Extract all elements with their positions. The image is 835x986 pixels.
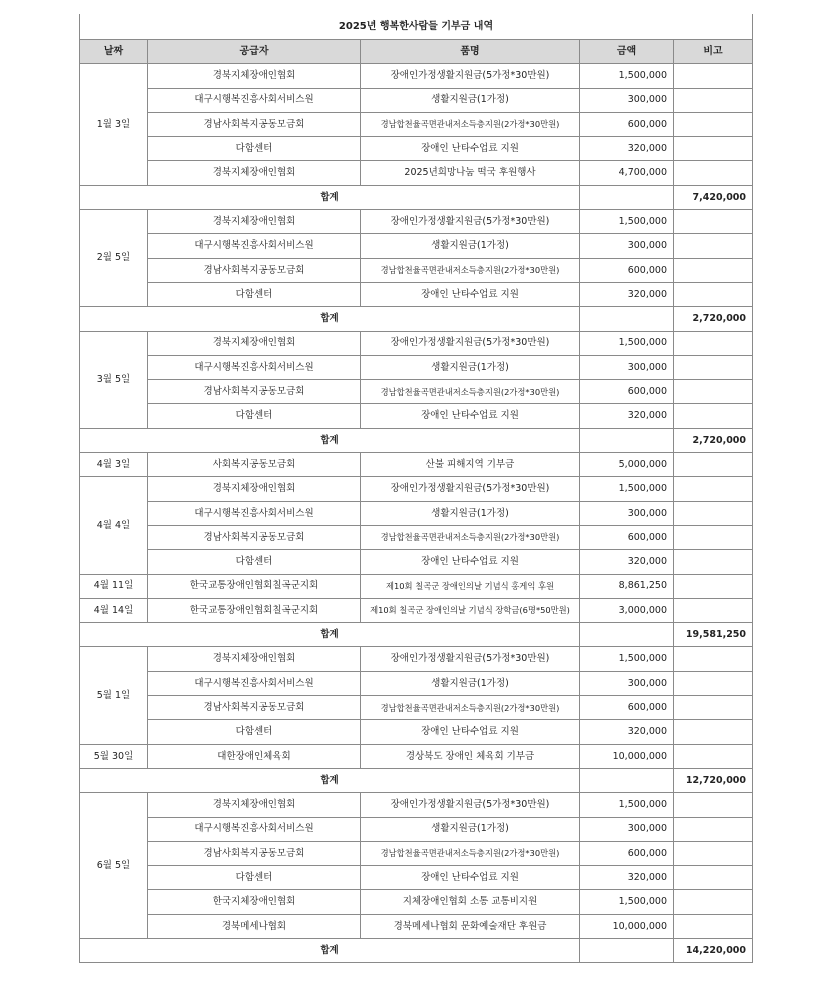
table-row <box>80 671 753 695</box>
total-amount: 12,720,000 <box>674 768 753 792</box>
amount-cell: 1,500,000 <box>580 890 674 914</box>
table-row <box>80 501 753 525</box>
amount-cell: 8,861,250 <box>580 574 674 598</box>
amount-cell: 320,000 <box>580 404 674 428</box>
item-cell: 경상북도 장애인 체육회 기부금 <box>361 744 580 768</box>
total-row <box>80 185 753 209</box>
amount-cell: 5,000,000 <box>580 453 674 477</box>
note-cell <box>674 793 753 817</box>
supplier-cell: 대구시행복진흥사회서비스원 <box>148 501 361 525</box>
table-row <box>80 744 753 768</box>
table-row <box>80 696 753 720</box>
item-cell: 경남합천율곡면관내저소득층지원(2가정*30만원) <box>361 258 580 282</box>
table-row <box>80 331 753 355</box>
date-cell: 4월 4일 <box>80 477 148 574</box>
supplier-cell: 한국지체장애인협회 <box>148 890 361 914</box>
amount-cell: 320,000 <box>580 137 674 161</box>
note-cell <box>674 355 753 379</box>
total-label: 합계 <box>80 307 580 331</box>
total-amount: 19,581,250 <box>674 623 753 647</box>
item-cell: 장애인 난타수업료 지원 <box>361 720 580 744</box>
table-row <box>80 234 753 258</box>
amount-cell: 1,500,000 <box>580 477 674 501</box>
date-cell: 6월 5일 <box>80 793 148 939</box>
amount-cell: 320,000 <box>580 282 674 306</box>
note-cell <box>674 647 753 671</box>
note-cell <box>674 258 753 282</box>
amount-cell: 1,500,000 <box>580 793 674 817</box>
total-amount: 2,720,000 <box>674 307 753 331</box>
table-row <box>80 550 753 574</box>
supplier-cell: 대구시행복진흥사회서비스원 <box>148 671 361 695</box>
supplier-cell: 경북지체장애인협회 <box>148 793 361 817</box>
note-cell <box>674 331 753 355</box>
item-cell: 장애인가정생활지원금(5가정*30만원) <box>361 64 580 88</box>
total-blank-cell <box>580 307 674 331</box>
note-cell <box>674 137 753 161</box>
note-cell <box>674 88 753 112</box>
column-header-note: 비고 <box>674 40 753 64</box>
note-cell <box>674 501 753 525</box>
amount-cell: 320,000 <box>580 720 674 744</box>
date-cell: 1월 3일 <box>80 64 148 185</box>
column-header-amount: 금액 <box>580 40 674 64</box>
supplier-cell: 다함센터 <box>148 720 361 744</box>
item-cell: 지체장애인협회 소통 교통비지원 <box>361 890 580 914</box>
supplier-cell: 다함센터 <box>148 550 361 574</box>
note-cell <box>674 210 753 234</box>
note-cell <box>674 234 753 258</box>
column-header-date: 날짜 <box>80 40 148 64</box>
note-cell <box>674 453 753 477</box>
total-row <box>80 768 753 792</box>
table-row <box>80 161 753 185</box>
note-cell <box>674 161 753 185</box>
supplier-cell: 대한장애인체육회 <box>148 744 361 768</box>
item-cell: 장애인가정생활지원금(5가정*30만원) <box>361 793 580 817</box>
amount-cell: 320,000 <box>580 866 674 890</box>
total-amount: 7,420,000 <box>674 185 753 209</box>
date-cell: 4월 3일 <box>80 453 148 477</box>
amount-cell: 4,700,000 <box>580 161 674 185</box>
supplier-cell: 대구시행복진흥사회서비스원 <box>148 817 361 841</box>
total-label: 합계 <box>80 768 580 792</box>
item-cell: 경남합천율곡면관내저소득층지원(2가정*30만원) <box>361 696 580 720</box>
item-cell: 장애인가정생활지원금(5가정*30만원) <box>361 331 580 355</box>
item-cell: 생활지원금(1가정) <box>361 88 580 112</box>
total-blank-cell <box>580 428 674 452</box>
item-cell: 제10회 칠곡군 장애인의날 기념식 홍게익 후원 <box>361 574 580 598</box>
table-row <box>80 647 753 671</box>
amount-cell: 600,000 <box>580 696 674 720</box>
total-label: 합계 <box>80 938 580 962</box>
total-label: 합계 <box>80 428 580 452</box>
amount-cell: 600,000 <box>580 841 674 865</box>
donation-sheet <box>79 14 752 963</box>
supplier-cell: 경남사회복지공동모금회 <box>148 696 361 720</box>
item-cell: 장애인 난타수업료 지원 <box>361 282 580 306</box>
note-cell <box>674 550 753 574</box>
amount-cell: 1,500,000 <box>580 64 674 88</box>
table-row <box>80 720 753 744</box>
total-label: 합계 <box>80 185 580 209</box>
item-cell: 경남합천율곡면관내저소득층지원(2가정*30만원) <box>361 525 580 549</box>
note-cell <box>674 525 753 549</box>
donation-table <box>79 14 753 963</box>
supplier-cell: 사회복지공동모금회 <box>148 453 361 477</box>
supplier-cell: 다함센터 <box>148 137 361 161</box>
table-row <box>80 355 753 379</box>
note-cell <box>674 64 753 88</box>
item-cell: 생활지원금(1가정) <box>361 355 580 379</box>
item-cell: 경남합천율곡면관내저소득층지원(2가정*30만원) <box>361 380 580 404</box>
supplier-cell: 대구시행복진흥사회서비스원 <box>148 234 361 258</box>
item-cell: 경남합천율곡면관내저소득층지원(2가정*30만원) <box>361 112 580 136</box>
amount-cell: 1,500,000 <box>580 210 674 234</box>
supplier-cell: 대구시행복진흥사회서비스원 <box>148 88 361 112</box>
table-body <box>80 64 753 963</box>
item-cell: 2025년희망나눔 떡국 후원행사 <box>361 161 580 185</box>
note-cell <box>674 866 753 890</box>
supplier-cell: 경북지체장애인협회 <box>148 64 361 88</box>
note-cell <box>674 841 753 865</box>
table-row <box>80 866 753 890</box>
supplier-cell: 다함센터 <box>148 282 361 306</box>
note-cell <box>674 744 753 768</box>
amount-cell: 10,000,000 <box>580 914 674 938</box>
table-row <box>80 817 753 841</box>
note-cell <box>674 890 753 914</box>
item-cell: 장애인가정생활지원금(5가정*30만원) <box>361 647 580 671</box>
supplier-cell: 한국교통장애인협회칠곡군지회 <box>148 574 361 598</box>
table-row <box>80 890 753 914</box>
item-cell: 제10회 칠곡군 장애인의날 기념식 장학금(6명*50만원) <box>361 598 580 622</box>
supplier-cell: 경북지체장애인협회 <box>148 477 361 501</box>
item-cell: 생활지원금(1가정) <box>361 234 580 258</box>
supplier-cell: 경북메세나협회 <box>148 914 361 938</box>
total-label: 합계 <box>80 623 580 647</box>
amount-cell: 300,000 <box>580 88 674 112</box>
item-cell: 장애인 난타수업료 지원 <box>361 137 580 161</box>
amount-cell: 1,500,000 <box>580 331 674 355</box>
total-blank-cell <box>580 768 674 792</box>
supplier-cell: 경북지체장애인협회 <box>148 210 361 234</box>
note-cell <box>674 817 753 841</box>
note-cell <box>674 720 753 744</box>
table-row <box>80 112 753 136</box>
item-cell: 생활지원금(1가정) <box>361 671 580 695</box>
supplier-cell: 한국교통장애인협회칠곡군지회 <box>148 598 361 622</box>
note-cell <box>674 671 753 695</box>
supplier-cell: 경남사회복지공동모금회 <box>148 112 361 136</box>
total-row <box>80 623 753 647</box>
table-row <box>80 404 753 428</box>
note-cell <box>674 914 753 938</box>
total-amount: 2,720,000 <box>674 428 753 452</box>
table-row <box>80 574 753 598</box>
supplier-cell: 경남사회복지공동모금회 <box>148 380 361 404</box>
column-header-item: 품명 <box>361 40 580 64</box>
table-row <box>80 793 753 817</box>
amount-cell: 600,000 <box>580 525 674 549</box>
supplier-cell: 경남사회복지공동모금회 <box>148 841 361 865</box>
amount-cell: 3,000,000 <box>580 598 674 622</box>
item-cell: 장애인 난타수업료 지원 <box>361 866 580 890</box>
table-row <box>80 841 753 865</box>
table-row <box>80 525 753 549</box>
table-row <box>80 210 753 234</box>
item-cell: 장애인 난타수업료 지원 <box>361 404 580 428</box>
amount-cell: 300,000 <box>580 671 674 695</box>
note-cell <box>674 574 753 598</box>
amount-cell: 1,500,000 <box>580 647 674 671</box>
supplier-cell: 대구시행복진흥사회서비스원 <box>148 355 361 379</box>
note-cell <box>674 380 753 404</box>
supplier-cell: 경북지체장애인협회 <box>148 331 361 355</box>
table-row <box>80 380 753 404</box>
item-cell: 경북메세나협회 문화예술재단 후원금 <box>361 914 580 938</box>
header-row <box>80 40 753 64</box>
note-cell <box>674 404 753 428</box>
date-cell: 4월 14일 <box>80 598 148 622</box>
note-cell <box>674 112 753 136</box>
item-cell: 장애인가정생활지원금(5가정*30만원) <box>361 477 580 501</box>
amount-cell: 10,000,000 <box>580 744 674 768</box>
date-cell: 2월 5일 <box>80 210 148 307</box>
date-cell: 5월 1일 <box>80 647 148 744</box>
amount-cell: 300,000 <box>580 501 674 525</box>
table-row <box>80 282 753 306</box>
item-cell: 생활지원금(1가정) <box>361 817 580 841</box>
amount-cell: 320,000 <box>580 550 674 574</box>
table-row <box>80 88 753 112</box>
supplier-cell: 경남사회복지공동모금회 <box>148 258 361 282</box>
total-row <box>80 428 753 452</box>
table-row <box>80 477 753 501</box>
note-cell <box>674 477 753 501</box>
item-cell: 생활지원금(1가정) <box>361 501 580 525</box>
amount-cell: 600,000 <box>580 112 674 136</box>
supplier-cell: 다함센터 <box>148 866 361 890</box>
total-blank-cell <box>580 185 674 209</box>
sheet-title: 2025년 행복한사람들 기부금 내역 <box>80 14 753 40</box>
date-cell: 4월 11일 <box>80 574 148 598</box>
table-row <box>80 137 753 161</box>
table-row <box>80 258 753 282</box>
total-blank-cell <box>580 623 674 647</box>
supplier-cell: 다함센터 <box>148 404 361 428</box>
note-cell <box>674 696 753 720</box>
total-amount: 14,220,000 <box>674 938 753 962</box>
item-cell: 장애인 난타수업료 지원 <box>361 550 580 574</box>
table-row <box>80 914 753 938</box>
date-cell: 3월 5일 <box>80 331 148 428</box>
amount-cell: 600,000 <box>580 258 674 282</box>
total-row <box>80 938 753 962</box>
supplier-cell: 경남사회복지공동모금회 <box>148 525 361 549</box>
total-row <box>80 307 753 331</box>
date-cell: 5월 30일 <box>80 744 148 768</box>
table-row <box>80 64 753 88</box>
table-row <box>80 598 753 622</box>
column-header-supplier: 공급자 <box>148 40 361 64</box>
table-row <box>80 453 753 477</box>
item-cell: 경남합천율곡면관내저소득층지원(2가정*30만원) <box>361 841 580 865</box>
note-cell <box>674 598 753 622</box>
amount-cell: 300,000 <box>580 234 674 258</box>
item-cell: 산불 피해지역 기부금 <box>361 453 580 477</box>
note-cell <box>674 282 753 306</box>
supplier-cell: 경북지체장애인협회 <box>148 161 361 185</box>
item-cell: 장애인가정생활지원금(5가정*30만원) <box>361 210 580 234</box>
amount-cell: 600,000 <box>580 380 674 404</box>
amount-cell: 300,000 <box>580 355 674 379</box>
amount-cell: 300,000 <box>580 817 674 841</box>
total-blank-cell <box>580 938 674 962</box>
supplier-cell: 경북지체장애인협회 <box>148 647 361 671</box>
